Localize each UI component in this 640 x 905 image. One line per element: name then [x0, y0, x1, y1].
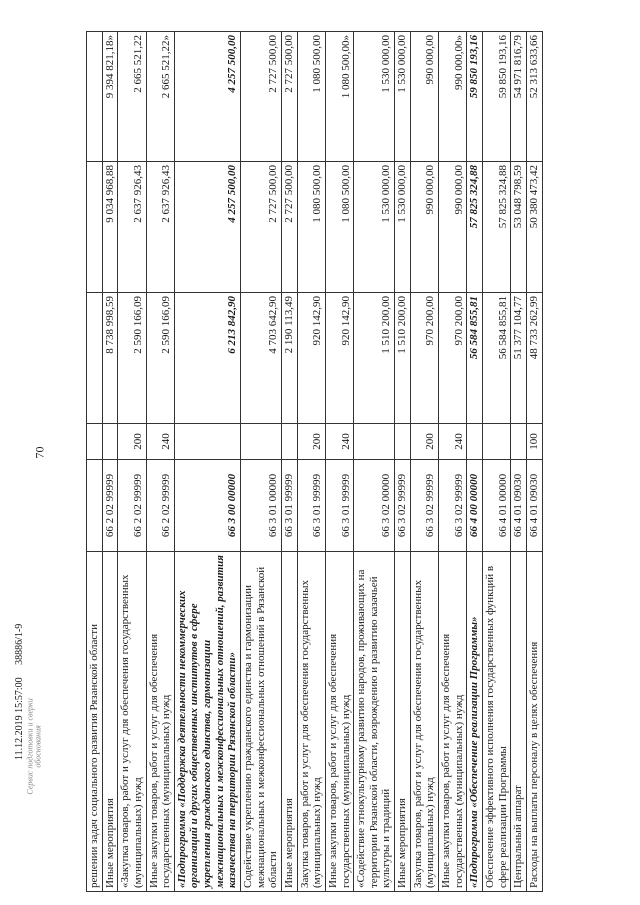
row-vr-cell: 240: [146, 424, 174, 460]
row-code-cell: 66 4 01 09030: [526, 460, 542, 552]
row-name-cell: Расходы на выплаты персоналу в целях обеспечения: [526, 552, 542, 892]
row-code-cell: 66 3 02 99999: [395, 460, 411, 552]
row-value-2020-cell: [87, 162, 103, 293]
row-vr-cell: 200: [118, 424, 146, 460]
rotated-table-container: [86, 32, 640, 892]
row-value-2019-cell: 48 733 262,99: [526, 293, 542, 424]
row-vr-cell: 200: [297, 424, 325, 460]
row-value-2019-cell: 56 584 855,81: [467, 293, 483, 424]
table-row: [482, 32, 510, 892]
table-row: [395, 32, 411, 892]
row-vr-cell: [482, 424, 510, 460]
table-row: [241, 32, 282, 892]
row-vr-cell: [102, 424, 118, 460]
row-vr-cell: 100: [526, 424, 542, 460]
table-row: [511, 32, 527, 892]
row-code-cell: 66 3 02 99999: [410, 460, 438, 552]
row-vr-cell: 200: [410, 424, 438, 460]
row-code-cell: [87, 460, 103, 552]
row-code-cell: 66 3 01 99999: [281, 460, 297, 552]
row-value-2020-cell: 2 727 500,00: [281, 162, 297, 293]
table-row: [118, 32, 146, 892]
table-row: [325, 32, 353, 892]
table-row: [410, 32, 438, 892]
page-number: 70: [32, 446, 47, 459]
row-name-cell: «Содействие этнокультурному развитию народов, проживающих на территории Рязанской области, возрождению и развитию казачьей культуры и традиций: [354, 552, 395, 892]
row-value-2019-cell: 2 590 166,09: [118, 293, 146, 424]
row-value-2021-cell: 52 313 633,66: [526, 32, 542, 162]
row-vr-cell: [281, 424, 297, 460]
row-code-cell: 66 3 01 99999: [325, 460, 353, 552]
row-value-2020-cell: 50 380 473,42: [526, 162, 542, 293]
row-name-cell: Иные мероприятия: [281, 552, 297, 892]
row-value-2019-cell: 2 190 113,49: [281, 293, 297, 424]
row-value-2019-cell: 4 703 642,90: [241, 293, 282, 424]
row-value-2020-cell: 1 530 000,00: [395, 162, 411, 293]
footer-timestamp: 11.12.2019 15:57:00: [14, 677, 25, 760]
row-value-2019-cell: 6 213 842,90: [174, 293, 240, 424]
row-code-cell: 66 4 01 00000: [482, 460, 510, 552]
row-vr-cell: [174, 424, 240, 460]
row-name-cell: Иные закупки товаров, работ и услуг для обеспечения государственных (муниципальных) нужд: [146, 552, 174, 892]
row-value-2020-cell: 990 000,00: [439, 162, 467, 293]
row-code-cell: 66 3 00 00000: [174, 460, 240, 552]
table-row: [526, 32, 542, 892]
table-row: [439, 32, 467, 892]
row-value-2021-cell: [87, 32, 103, 162]
row-value-2021-cell: 1 080 500,00: [297, 32, 325, 162]
row-value-2021-cell: 2 727 500,00: [241, 32, 282, 162]
row-value-2020-cell: 53 048 798,59: [511, 162, 527, 293]
row-vr-cell: [241, 424, 282, 460]
row-value-2019-cell: 920 142,90: [297, 293, 325, 424]
row-value-2020-cell: 1 080 500,00: [297, 162, 325, 293]
row-code-cell: 66 4 01 09030: [511, 460, 527, 552]
row-value-2021-cell: 2 665 521,22»: [146, 32, 174, 162]
row-vr-cell: [87, 424, 103, 460]
table-row: [146, 32, 174, 892]
row-vr-cell: 240: [439, 424, 467, 460]
row-value-2020-cell: 2 727 500,00: [241, 162, 282, 293]
row-name-cell: Иные мероприятия: [395, 552, 411, 892]
row-code-cell: 66 3 02 00000: [354, 460, 395, 552]
row-value-2021-cell: 4 257 500,00: [174, 32, 240, 162]
row-code-cell: 66 3 02 99999: [439, 460, 467, 552]
row-value-2021-cell: 2 727 500,00: [281, 32, 297, 162]
row-vr-cell: [395, 424, 411, 460]
row-value-2021-cell: 1 530 000,00: [354, 32, 395, 162]
table-row: [87, 32, 103, 892]
row-name-cell: «Закупка товаров, работ и услуг для обеспечения государственных (муниципальных) нужд: [118, 552, 146, 892]
row-value-2021-cell: 990 000,00: [410, 32, 438, 162]
table-row: [467, 32, 483, 892]
row-value-2019-cell: 2 590 166,09: [146, 293, 174, 424]
row-name-cell: Закупка товаров, работ и услуг для обеспечения государственных (муниципальных) нужд: [410, 552, 438, 892]
row-code-cell: 66 2 02 99999: [102, 460, 118, 552]
row-value-2021-cell: 1 080 500,00»: [325, 32, 353, 162]
row-name-cell: Иные закупки товаров, работ и услуг для обеспечения государственных (муниципальных) нужд: [325, 552, 353, 892]
table-row: [102, 32, 118, 892]
row-value-2021-cell: 9 394 821,18»: [102, 32, 118, 162]
table-row: [174, 32, 240, 892]
footer-doc-id: 38886/1-9: [14, 623, 25, 665]
row-value-2020-cell: 57 825 324,88: [482, 162, 510, 293]
row-value-2020-cell: 1 080 500,00: [325, 162, 353, 293]
row-value-2019-cell: 970 200,00: [410, 293, 438, 424]
row-value-2019-cell: 1 510 200,00: [395, 293, 411, 424]
row-value-2021-cell: 1 530 000,00: [395, 32, 411, 162]
row-value-2021-cell: 54 971 816,79: [511, 32, 527, 162]
row-value-2021-cell: 59 850 193,16: [467, 32, 483, 162]
row-value-2021-cell: 2 665 521,22: [118, 32, 146, 162]
row-code-cell: 66 4 00 00000: [467, 460, 483, 552]
row-value-2020-cell: 57 825 324,88: [467, 162, 483, 293]
row-value-2020-cell: 1 530 000,00: [354, 162, 395, 293]
table-row: [297, 32, 325, 892]
row-name-cell: «Подпрограмма «Поддержка деятельности некоммерческих организаций и других общественных институтов в сфере укрепления гражданского единства, гармонизации межнациональных и межконфессиональных отношений, развития казачества на территории Рязанской области»: [174, 552, 240, 892]
row-name-cell: решении задач социального развития Рязанской области: [87, 552, 103, 892]
row-name-cell: Иные закупки товаров, работ и услуг для обеспечения государственных (муниципальных) нужд: [439, 552, 467, 892]
budget-table-body: [87, 32, 543, 892]
row-name-cell: «Подпрограмма «Обеспечение реализации Программы»: [467, 552, 483, 892]
row-value-2020-cell: 990 000,00: [410, 162, 438, 293]
row-value-2021-cell: 990 000,00»: [439, 32, 467, 162]
row-name-cell: Закупка товаров, работ и услуг для обеспечения государственных (муниципальных) нужд: [297, 552, 325, 892]
row-value-2020-cell: 9 034 968,88: [102, 162, 118, 293]
row-value-2020-cell: 2 637 926,43: [118, 162, 146, 293]
row-value-2019-cell: [87, 293, 103, 424]
row-value-2019-cell: 56 584 855,81: [482, 293, 510, 424]
row-vr-cell: [511, 424, 527, 460]
row-value-2019-cell: 51 377 104,77: [511, 293, 527, 424]
row-value-2019-cell: 970 200,00: [439, 293, 467, 424]
row-value-2020-cell: 2 637 926,43: [146, 162, 174, 293]
row-name-cell: Содействие укреплению гражданского единства и гармонизации межнациональных и межконфессиональных отношений в Рязанской области: [241, 552, 282, 892]
table-row: [354, 32, 395, 892]
table-row: [281, 32, 297, 892]
row-code-cell: 66 3 01 99999: [297, 460, 325, 552]
row-name-cell: Обеспечение эффективного исполнения государственных функций в сфере реализации Программы: [482, 552, 510, 892]
row-name-cell: Центральный аппарат: [511, 552, 527, 892]
row-name-cell: Иные мероприятия: [102, 552, 118, 892]
row-vr-cell: [354, 424, 395, 460]
row-value-2021-cell: 59 850 193,16: [482, 32, 510, 162]
service-stamp: Сервис подготовки и сверки обоснования: [25, 698, 43, 795]
row-vr-cell: [467, 424, 483, 460]
row-code-cell: 66 3 01 00000: [241, 460, 282, 552]
row-value-2020-cell: 4 257 500,00: [174, 162, 240, 293]
row-value-2019-cell: 920 142,90: [325, 293, 353, 424]
budget-table: [86, 31, 543, 892]
row-vr-cell: 240: [325, 424, 353, 460]
row-code-cell: 66 2 02 99999: [146, 460, 174, 552]
row-value-2019-cell: 8 738 998,59: [102, 293, 118, 424]
row-code-cell: 66 2 02 99999: [118, 460, 146, 552]
row-value-2019-cell: 1 510 200,00: [354, 293, 395, 424]
